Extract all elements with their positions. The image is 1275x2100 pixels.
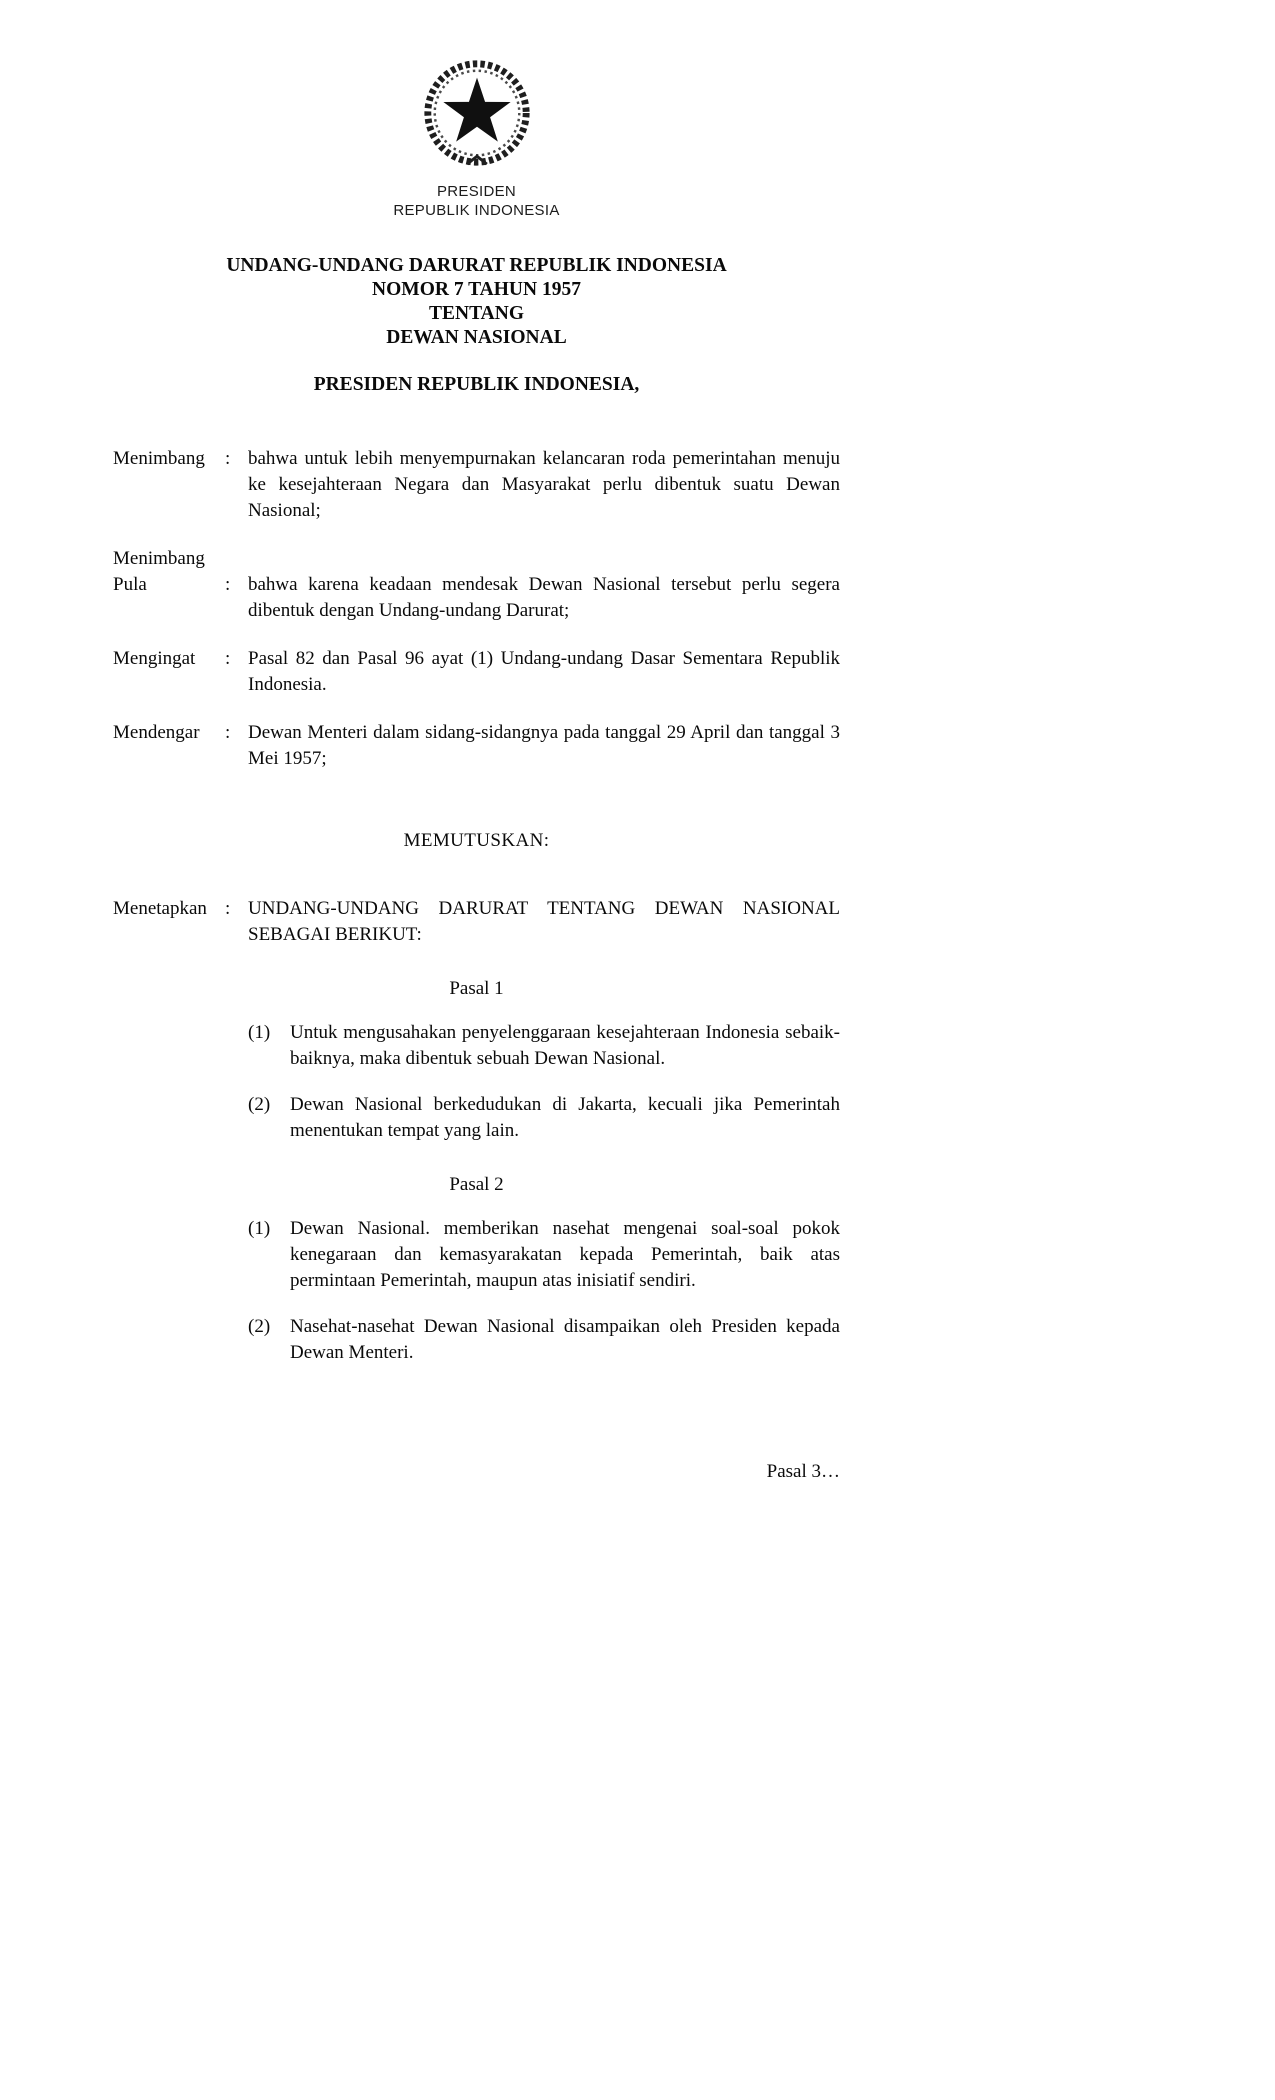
item-text: Nasehat-nasehat Dewan Nasional disampaikan oleh Presiden kepada Dewan Menteri. bbox=[290, 1316, 840, 1363]
preamble-colon: : bbox=[225, 574, 231, 595]
preamble-label: Menimbang bbox=[113, 448, 205, 469]
article-item bbox=[248, 1020, 840, 1072]
letterhead-line-presiden: PRESIDEN bbox=[436, 183, 517, 200]
menetapkan-row bbox=[113, 896, 840, 948]
document-title bbox=[113, 254, 840, 350]
star-icon bbox=[443, 78, 510, 142]
item-number: (1) bbox=[248, 1218, 271, 1239]
article-pasal-2 bbox=[113, 1174, 840, 1366]
article-item bbox=[248, 1216, 840, 1294]
preamble-section bbox=[113, 446, 840, 772]
title-line-3: TENTANG bbox=[429, 303, 524, 324]
document-body bbox=[113, 254, 840, 1483]
item-text: Dewan Nasional berkedudukan di Jakarta, kecuali jika Pemerintah menentukan tempat yang lain. bbox=[290, 1094, 840, 1141]
item-text: Untuk mengusahakan penyelenggaraan kesejahteraan Indonesia sebaik-baiknya, maka dibentuk sebuah Dewan Nasional. bbox=[290, 1022, 840, 1069]
item-number: (2) bbox=[248, 1316, 271, 1337]
title-line-2: NOMOR 7 TAHUN 1957 bbox=[372, 279, 581, 300]
preamble-row-menimbang-pula bbox=[113, 546, 840, 624]
letterhead-line-republik-indonesia: REPUBLIK INDONESIA bbox=[393, 202, 560, 219]
preamble-colon: : bbox=[225, 448, 231, 469]
salutation: PRESIDEN REPUBLIK INDONESIA, bbox=[313, 374, 640, 395]
continuation-note: Pasal 3… bbox=[766, 1461, 840, 1482]
article-pasal-1 bbox=[113, 978, 840, 1144]
preamble-label: Mengingat bbox=[113, 648, 196, 669]
article-item bbox=[248, 1092, 840, 1144]
letterhead bbox=[113, 0, 840, 220]
article-heading: Pasal 2 bbox=[449, 1174, 504, 1195]
title-line-1: UNDANG-UNDANG DARURAT REPUBLIK INDONESIA bbox=[226, 255, 727, 276]
item-text: Dewan Nasional. memberikan nasehat mengenai soal-soal pokok kenegaraan dan kemasyarakatan kepada Pemerintah, baik atas permintaan Pemerintah, maupun atas inisiatif sendiri. bbox=[290, 1218, 840, 1291]
memutuskan-heading: MEMUTUSKAN: bbox=[403, 830, 550, 851]
preamble-row-mengingat bbox=[113, 646, 840, 698]
preamble-row-mendengar bbox=[113, 720, 840, 772]
preamble-text: bahwa karena keadaan mendesak Dewan Nasional tersebut perlu segera dibentuk dengan Undang-undang Darurat; bbox=[248, 574, 840, 621]
preamble-text: Dewan Menteri dalam sidang-sidangnya pada tanggal 29 April dan tanggal 3 Mei 1957; bbox=[248, 722, 840, 769]
article-heading: Pasal 1 bbox=[449, 978, 504, 999]
preamble-colon: : bbox=[225, 722, 231, 743]
preamble-colon: : bbox=[225, 648, 231, 669]
preamble-label: Mendengar bbox=[113, 722, 200, 743]
title-line-4: DEWAN NASIONAL bbox=[386, 327, 567, 348]
preamble-label: Menimbang Pula bbox=[113, 548, 205, 595]
preamble-text: bahwa untuk lebih menyempurnakan kelancaran roda pemerintahan menuju ke kesejahteraan Negara dan Masyarakat perlu dibentuk suatu Dewan Nasional; bbox=[248, 448, 840, 521]
item-number: (1) bbox=[248, 1022, 271, 1043]
item-number: (2) bbox=[248, 1094, 271, 1115]
menetapkan-colon: : bbox=[225, 898, 231, 919]
preamble-text: Pasal 82 dan Pasal 96 ayat (1) Undang-undang Dasar Sementara Republik Indonesia. bbox=[248, 648, 840, 695]
menetapkan-label: Menetapkan bbox=[113, 898, 207, 919]
presidential-star-seal-icon bbox=[418, 52, 536, 170]
menetapkan-text: UNDANG-UNDANG DARURAT TENTANG DEWAN NASIONAL SEBAGAI BERIKUT: bbox=[248, 898, 840, 945]
article-item bbox=[248, 1314, 840, 1366]
letterhead-caption bbox=[113, 182, 840, 220]
preamble-row-menimbang bbox=[113, 446, 840, 524]
